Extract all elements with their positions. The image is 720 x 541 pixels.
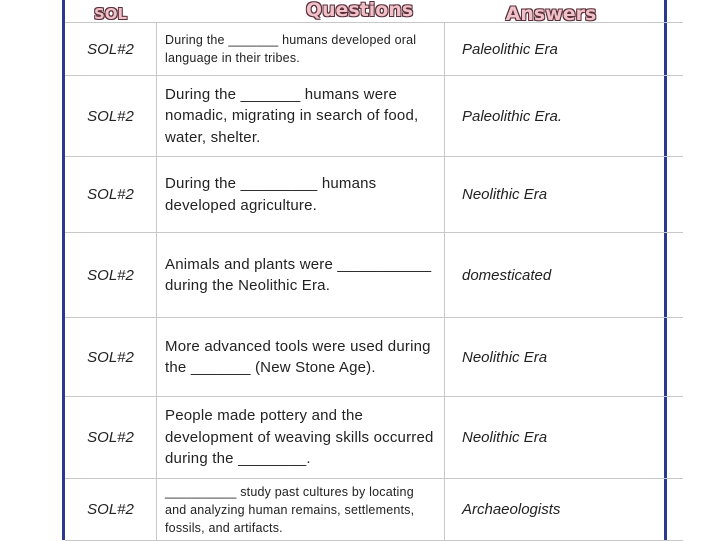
table-row: [65, 157, 683, 233]
question-cell: During the _______ humans developed oral language in their tribes.: [157, 23, 445, 76]
sol-cell: SOL#2: [65, 23, 157, 76]
question-cell: __________ study past cultures by locating and analyzing human remains, settlements, fossils, and artifacts.: [157, 479, 445, 541]
table-row: [65, 233, 683, 318]
questions-column-header: Questions: [305, 0, 414, 21]
sol-cell: SOL#2: [65, 233, 157, 318]
answer-cell: Paleolithic Era: [445, 23, 684, 76]
table-row: [65, 318, 683, 397]
question-answer-table: [65, 22, 683, 541]
answer-cell: domesticated: [445, 233, 684, 318]
worksheet-frame: [62, 0, 667, 540]
sol-cell: SOL#2: [65, 479, 157, 541]
question-cell: During the _________ humans developed agriculture.: [157, 157, 445, 233]
sol-cell: SOL#2: [65, 76, 157, 157]
answer-cell: Archaeologists: [445, 479, 684, 541]
answer-cell: Neolithic Era: [445, 157, 684, 233]
sol-cell: SOL#2: [65, 397, 157, 479]
answer-cell: Neolithic Era: [445, 318, 684, 397]
question-cell: People made pottery and the development of weaving skills occurred during the ________.: [157, 397, 445, 479]
answers-column-header: Answers: [505, 3, 597, 25]
question-cell: More advanced tools were used during the _______ (New Stone Age).: [157, 318, 445, 397]
table-row: [65, 479, 683, 541]
sol-cell: SOL#2: [65, 318, 157, 397]
table-row: [65, 76, 683, 157]
answer-cell: Neolithic Era: [445, 397, 684, 479]
table-row: [65, 397, 683, 479]
sol-column-header: SOL: [93, 5, 128, 23]
answer-cell: Paleolithic Era.: [445, 76, 684, 157]
question-cell: During the _______ humans were nomadic, migrating in search of food, water, shelter.: [157, 76, 445, 157]
table-row: [65, 23, 683, 76]
sol-cell: SOL#2: [65, 157, 157, 233]
question-cell: Animals and plants were ___________ during the Neolithic Era.: [157, 233, 445, 318]
